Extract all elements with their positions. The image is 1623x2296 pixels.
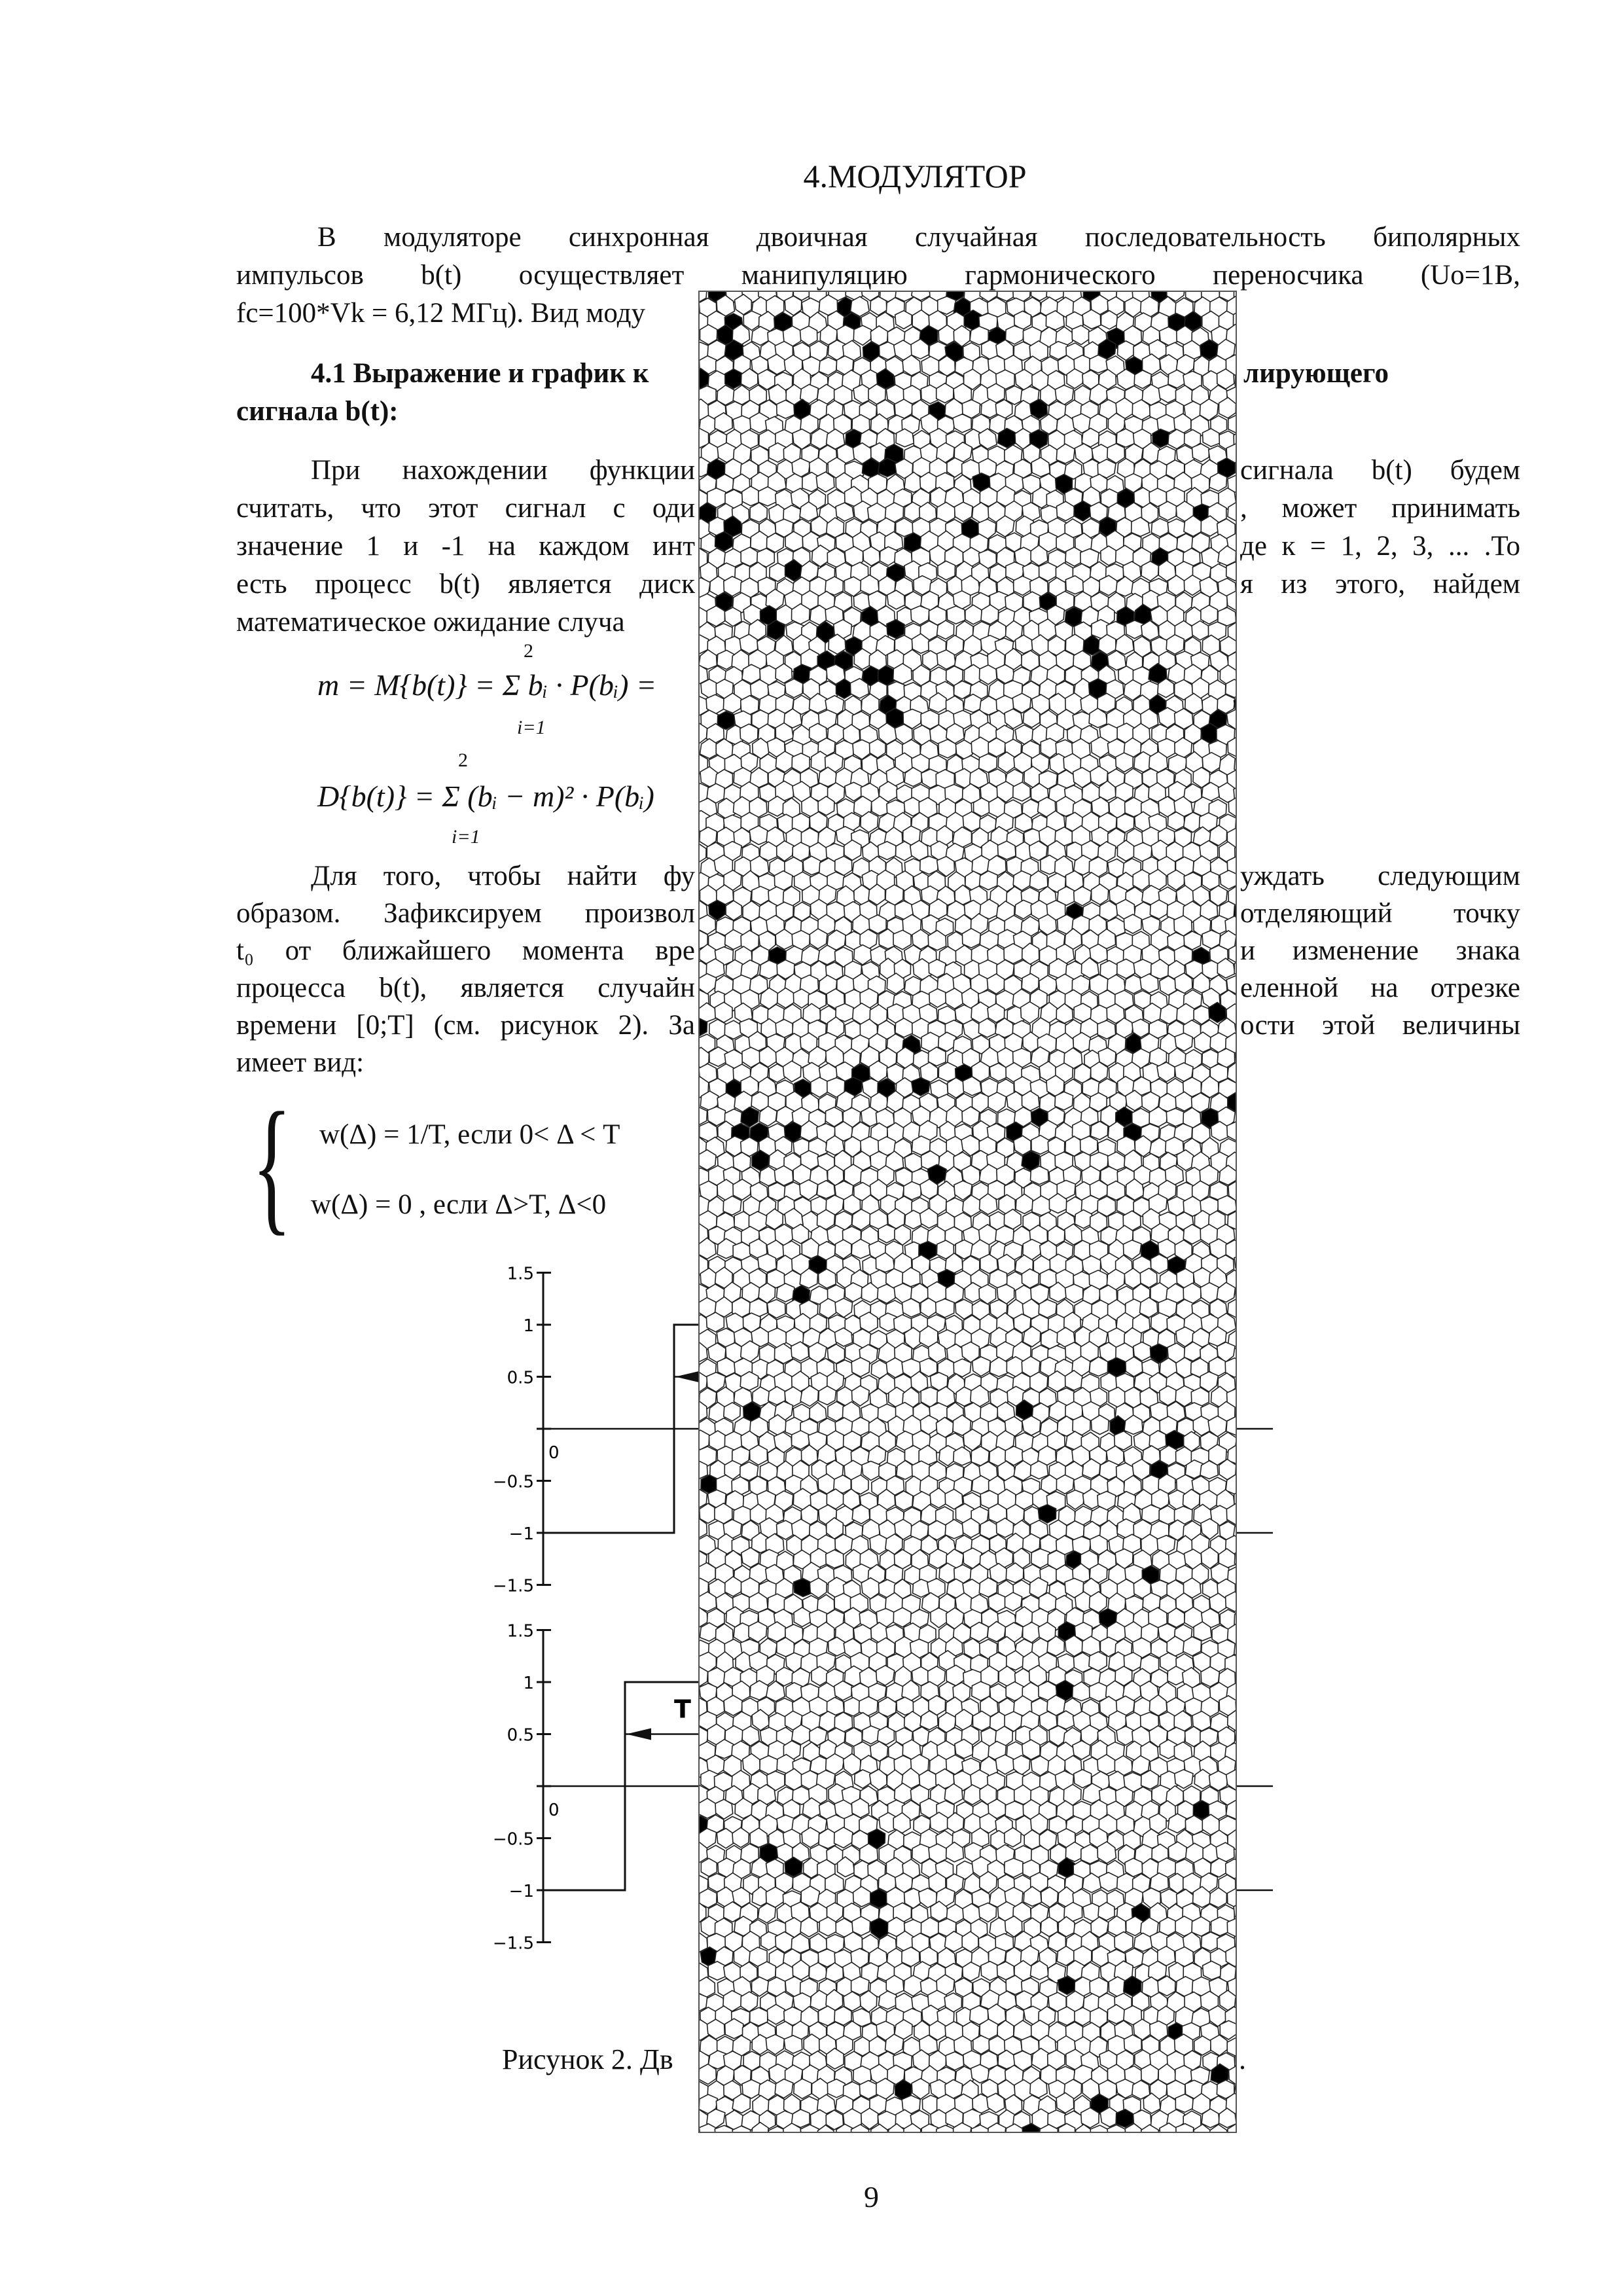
- mosaic-cell: [929, 960, 946, 978]
- mosaic-cell: [1005, 1592, 1022, 1611]
- mosaic-cell: [1141, 562, 1158, 581]
- mosaic-cell: [936, 1299, 954, 1318]
- mosaic-cell: [1013, 782, 1030, 801]
- mosaic-cell: [749, 826, 768, 845]
- mosaic-cell: [1236, 341, 1237, 362]
- section-title: 4.МОДУЛЯТОР: [803, 158, 1027, 194]
- mosaic-cell: [767, 533, 784, 552]
- mosaic-cell: [1038, 1505, 1056, 1523]
- mosaic-cell: [1236, 1698, 1237, 1717]
- mosaic-cell: [931, 1608, 948, 1628]
- mosaic-cell: [1236, 1226, 1237, 1246]
- mosaic-cell: [1175, 2094, 1193, 2113]
- mosaic-cell: [750, 1445, 768, 1465]
- mosaic-cell: [1118, 341, 1134, 361]
- mosaic-cell: [1089, 1652, 1107, 1671]
- sum-lower: i=1: [517, 717, 546, 738]
- mosaic-cell: [988, 1092, 1006, 1113]
- mosaic-cell: [1236, 546, 1237, 566]
- system-brace: {: [252, 1081, 292, 1248]
- mosaic-cell: [859, 2081, 877, 2099]
- mosaic-cell: [1236, 1579, 1238, 1599]
- mosaic-cell: [853, 325, 871, 345]
- mosaic-cell: [1065, 1284, 1083, 1302]
- paragraph-line: fc=100*Vk = 6,12 МГц). Вид моду: [236, 298, 646, 329]
- mosaic-cell: [777, 400, 794, 418]
- mosaic-cell: [1072, 325, 1089, 344]
- mosaic-cell: [1203, 1961, 1221, 1979]
- mosaic-cell: [1236, 812, 1237, 832]
- mosaic-cell: [701, 1858, 717, 1876]
- mosaic-cell: [1158, 385, 1176, 403]
- mosaic-cell: [1201, 605, 1218, 624]
- variance-formula: D{b(t)} = Σ (bᵢ − m)² · P(bᵢ): [317, 780, 654, 813]
- paragraph-line: В модуляторе синхронная двоичная случайная последовательность биполярных: [317, 222, 1520, 253]
- mosaic-cell: [1236, 665, 1237, 685]
- mosaic-cell: [1055, 1092, 1073, 1110]
- mosaic-cell: [878, 842, 896, 860]
- y-tick-label: 1: [523, 1316, 534, 1336]
- mosaic-cell: [1014, 576, 1032, 595]
- y-tick-label: −1.5: [492, 1933, 534, 1954]
- y-tick-label: −1.5: [492, 1576, 534, 1596]
- y-tick-label: 0: [548, 1443, 560, 1463]
- paragraph-line-end: отделяющий точку: [1240, 898, 1520, 929]
- mosaic-cell: [793, 989, 810, 1008]
- y-tick-label: 0.5: [507, 1368, 534, 1388]
- mosaic-cell: [1116, 2109, 1133, 2128]
- mosaic-cell: [895, 311, 912, 329]
- mosaic-cell: [700, 1107, 707, 1125]
- mosaic-cell: [912, 1078, 930, 1096]
- mosaic-cell: [1236, 1164, 1237, 1184]
- mosaic-cell: [921, 1298, 936, 1317]
- mosaic-cell: [827, 2079, 845, 2098]
- paragraph-line: образом. Зафиксируем произвол: [236, 898, 695, 929]
- mosaic-cell: [1056, 1475, 1073, 1494]
- mosaic-cell: [1227, 1122, 1237, 1141]
- mosaic-cell: [700, 1977, 715, 1998]
- mosaic-cell: [1074, 1770, 1092, 1788]
- y-tick-label: 0.5: [507, 1725, 534, 1746]
- mosaic-redaction-overlay: [698, 291, 1237, 2133]
- mosaic-cell: [766, 2035, 784, 2055]
- mosaic-cell: [878, 1225, 896, 1243]
- mosaic-cell: [1116, 753, 1133, 772]
- y-tick-label: −0.5: [492, 1472, 534, 1492]
- mosaic-cell: [1058, 1977, 1076, 1995]
- mosaic-cell: [758, 487, 777, 506]
- mosaic-cell: [1211, 1917, 1230, 1936]
- mosaic-cell: [946, 2052, 963, 2070]
- mosaic-cell: [1211, 2035, 1228, 2056]
- mosaic-cell: [1236, 1844, 1237, 1863]
- mosaic-cell: [700, 844, 706, 863]
- mosaic-cell: [929, 989, 946, 1007]
- mosaic-cell: [1227, 2038, 1237, 2056]
- density-case-2: w(Δ) = 0 , если Δ>T, Δ<0: [311, 1189, 607, 1220]
- mosaic-cell: [995, 1755, 1014, 1774]
- sum-lower: i=1: [452, 826, 480, 848]
- figure-caption-end: .: [1239, 2043, 1246, 2075]
- arrow-head-icon: [675, 1371, 700, 1383]
- paragraph-line-end: и изменение знака: [1240, 935, 1520, 966]
- mosaic-cell: [1236, 399, 1237, 418]
- mosaic-cell: [749, 1622, 767, 1643]
- mosaic-cell: [835, 1240, 851, 1259]
- arrow-head-icon: [626, 1729, 651, 1740]
- mosaic-cell: [725, 369, 743, 389]
- paragraph-line: импульсов b(t) осуществляет манипуляцию гармонического переносчика (Uo=1В,: [236, 260, 1520, 291]
- mosaic-cell: [770, 563, 787, 581]
- paragraph-line: имеет вид:: [236, 1047, 365, 1078]
- paragraph-line: считать, что этот сигнал с оди: [236, 493, 695, 524]
- mosaic-cell: [1031, 1166, 1049, 1185]
- interval-label-T: T: [674, 1695, 691, 1724]
- mosaic-cell: [912, 2079, 929, 2100]
- y-tick-label: −0.5: [492, 1829, 534, 1850]
- mosaic-cell: [1236, 1137, 1237, 1158]
- mosaic-cell: [810, 1578, 827, 1598]
- mosaic-cell: [1236, 1462, 1237, 1482]
- mosaic-cell: [812, 1666, 828, 1685]
- mosaic-cell: [1236, 872, 1237, 891]
- mosaic-cell: [784, 2036, 802, 2054]
- mosaic-cell: [1099, 1873, 1117, 1892]
- subsection-heading-end: лирующего: [1243, 358, 1389, 389]
- mosaic-cell: [893, 1607, 911, 1627]
- mosaic-cell: [938, 740, 956, 758]
- mosaic-cell: [1236, 1403, 1237, 1422]
- mosaic-cell: [893, 930, 911, 950]
- mosaic-cell: [923, 651, 938, 670]
- paragraph-line-end: де к = 1, 2, 3, ... .То: [1240, 531, 1520, 562]
- y-tick-label: 1.5: [507, 1264, 534, 1284]
- mosaic-cell: [1236, 1344, 1237, 1363]
- sum-upper: 2: [458, 749, 468, 771]
- mosaic-cell: [971, 2064, 990, 2083]
- mosaic-cell: [758, 1254, 776, 1272]
- paragraph-line: t₀ от ближайшего момента вре: [236, 935, 695, 966]
- mosaic-cell: [1159, 501, 1177, 520]
- mosaic-cell: [896, 518, 914, 537]
- mosaic-cell: [887, 620, 904, 639]
- mosaic-cell: [947, 606, 965, 624]
- mosaic-cell: [1116, 1726, 1135, 1745]
- paragraph-line: есть процесс b(t) является диск: [236, 569, 695, 600]
- mosaic-cell: [826, 1550, 844, 1568]
- mosaic-cell: [785, 679, 802, 698]
- mosaic-cell: [1124, 914, 1141, 933]
- figure-caption: Рисунок 2. Дв: [502, 2043, 673, 2075]
- y-tick-label: 1: [523, 1674, 534, 1693]
- mosaic-cell: [1074, 887, 1092, 906]
- paragraph-line: времени [0;T] (см. рисунок 2). За: [236, 1010, 695, 1041]
- mosaic-cell: [855, 1770, 872, 1788]
- mosaic-cell: [1227, 1918, 1237, 1937]
- mosaic-cell: [1107, 444, 1125, 463]
- mosaic-cell: [972, 1357, 991, 1376]
- subsection-heading-line2: сигнала b(t):: [236, 396, 399, 427]
- mosaic-cell: [863, 1726, 880, 1744]
- y-tick-label: −1: [508, 1882, 534, 1901]
- y-tick-label: 1.5: [507, 1621, 534, 1641]
- y-tick-label: 0: [548, 1801, 560, 1820]
- paragraph-line-end: ости этой величины: [1240, 1010, 1520, 1041]
- mosaic-cell: [979, 1903, 997, 1922]
- subsection-heading: 4.1 Выражение и график к: [311, 358, 649, 389]
- mosaic-cell: [981, 1962, 999, 1981]
- paragraph-line-end: сигнала b(t) будем: [1240, 455, 1520, 486]
- mosaic-cell: [1236, 1020, 1237, 1040]
- mosaic-cell: [1220, 870, 1237, 889]
- mosaic-cell: [1236, 2108, 1237, 2128]
- page-number: 9: [864, 2180, 879, 2214]
- sum-upper: 2: [524, 640, 533, 662]
- y-tick-label: −1: [508, 1524, 534, 1544]
- mosaic-cell: [938, 561, 955, 580]
- mosaic-cell: [1236, 577, 1237, 595]
- mosaic-cell: [1168, 370, 1185, 388]
- paragraph-line: процесса b(t), является случайн: [236, 973, 695, 1003]
- paragraph-line-end: еленной на отрезке: [1240, 973, 1520, 1003]
- paragraph-line: математическое ожидание случа: [236, 607, 625, 637]
- paragraph-line-end: я из этого, найдем: [1240, 569, 1520, 600]
- density-case-1: w(Δ) = 1/T, если 0< Δ < T: [319, 1119, 620, 1150]
- mosaic-cell: [1090, 355, 1107, 372]
- mosaic-cell: [953, 414, 971, 433]
- mosaic-cell: [819, 357, 836, 376]
- paragraph-line-end: уждать следующим: [1240, 861, 1520, 891]
- paragraph-line-end: , может принимать: [1240, 493, 1520, 524]
- mosaic-cell: [1236, 607, 1237, 627]
- mean-formula: m = M{b(t)} = Σ bᵢ · P(bᵢ) =: [317, 668, 656, 702]
- paragraph-line: Для того, чтобы найти фу: [311, 861, 695, 891]
- paragraph-line: значение 1 и -1 на каждом инт: [236, 531, 695, 562]
- mosaic-cell: [854, 945, 872, 965]
- mosaic-cell: [980, 665, 997, 685]
- mosaic-pattern: [700, 292, 1237, 2133]
- mosaic-cell: [810, 1403, 827, 1422]
- mosaic-cell: [1192, 621, 1209, 641]
- mosaic-cell: [1126, 620, 1143, 639]
- mosaic-cell: [1236, 1756, 1237, 1777]
- mosaic-cell: [724, 1403, 740, 1421]
- paragraph-line: При нахождении функции: [311, 455, 695, 486]
- mosaic-cell: [835, 1299, 852, 1318]
- mosaic-cell: [852, 1386, 870, 1406]
- mosaic-cell: [752, 1977, 769, 1997]
